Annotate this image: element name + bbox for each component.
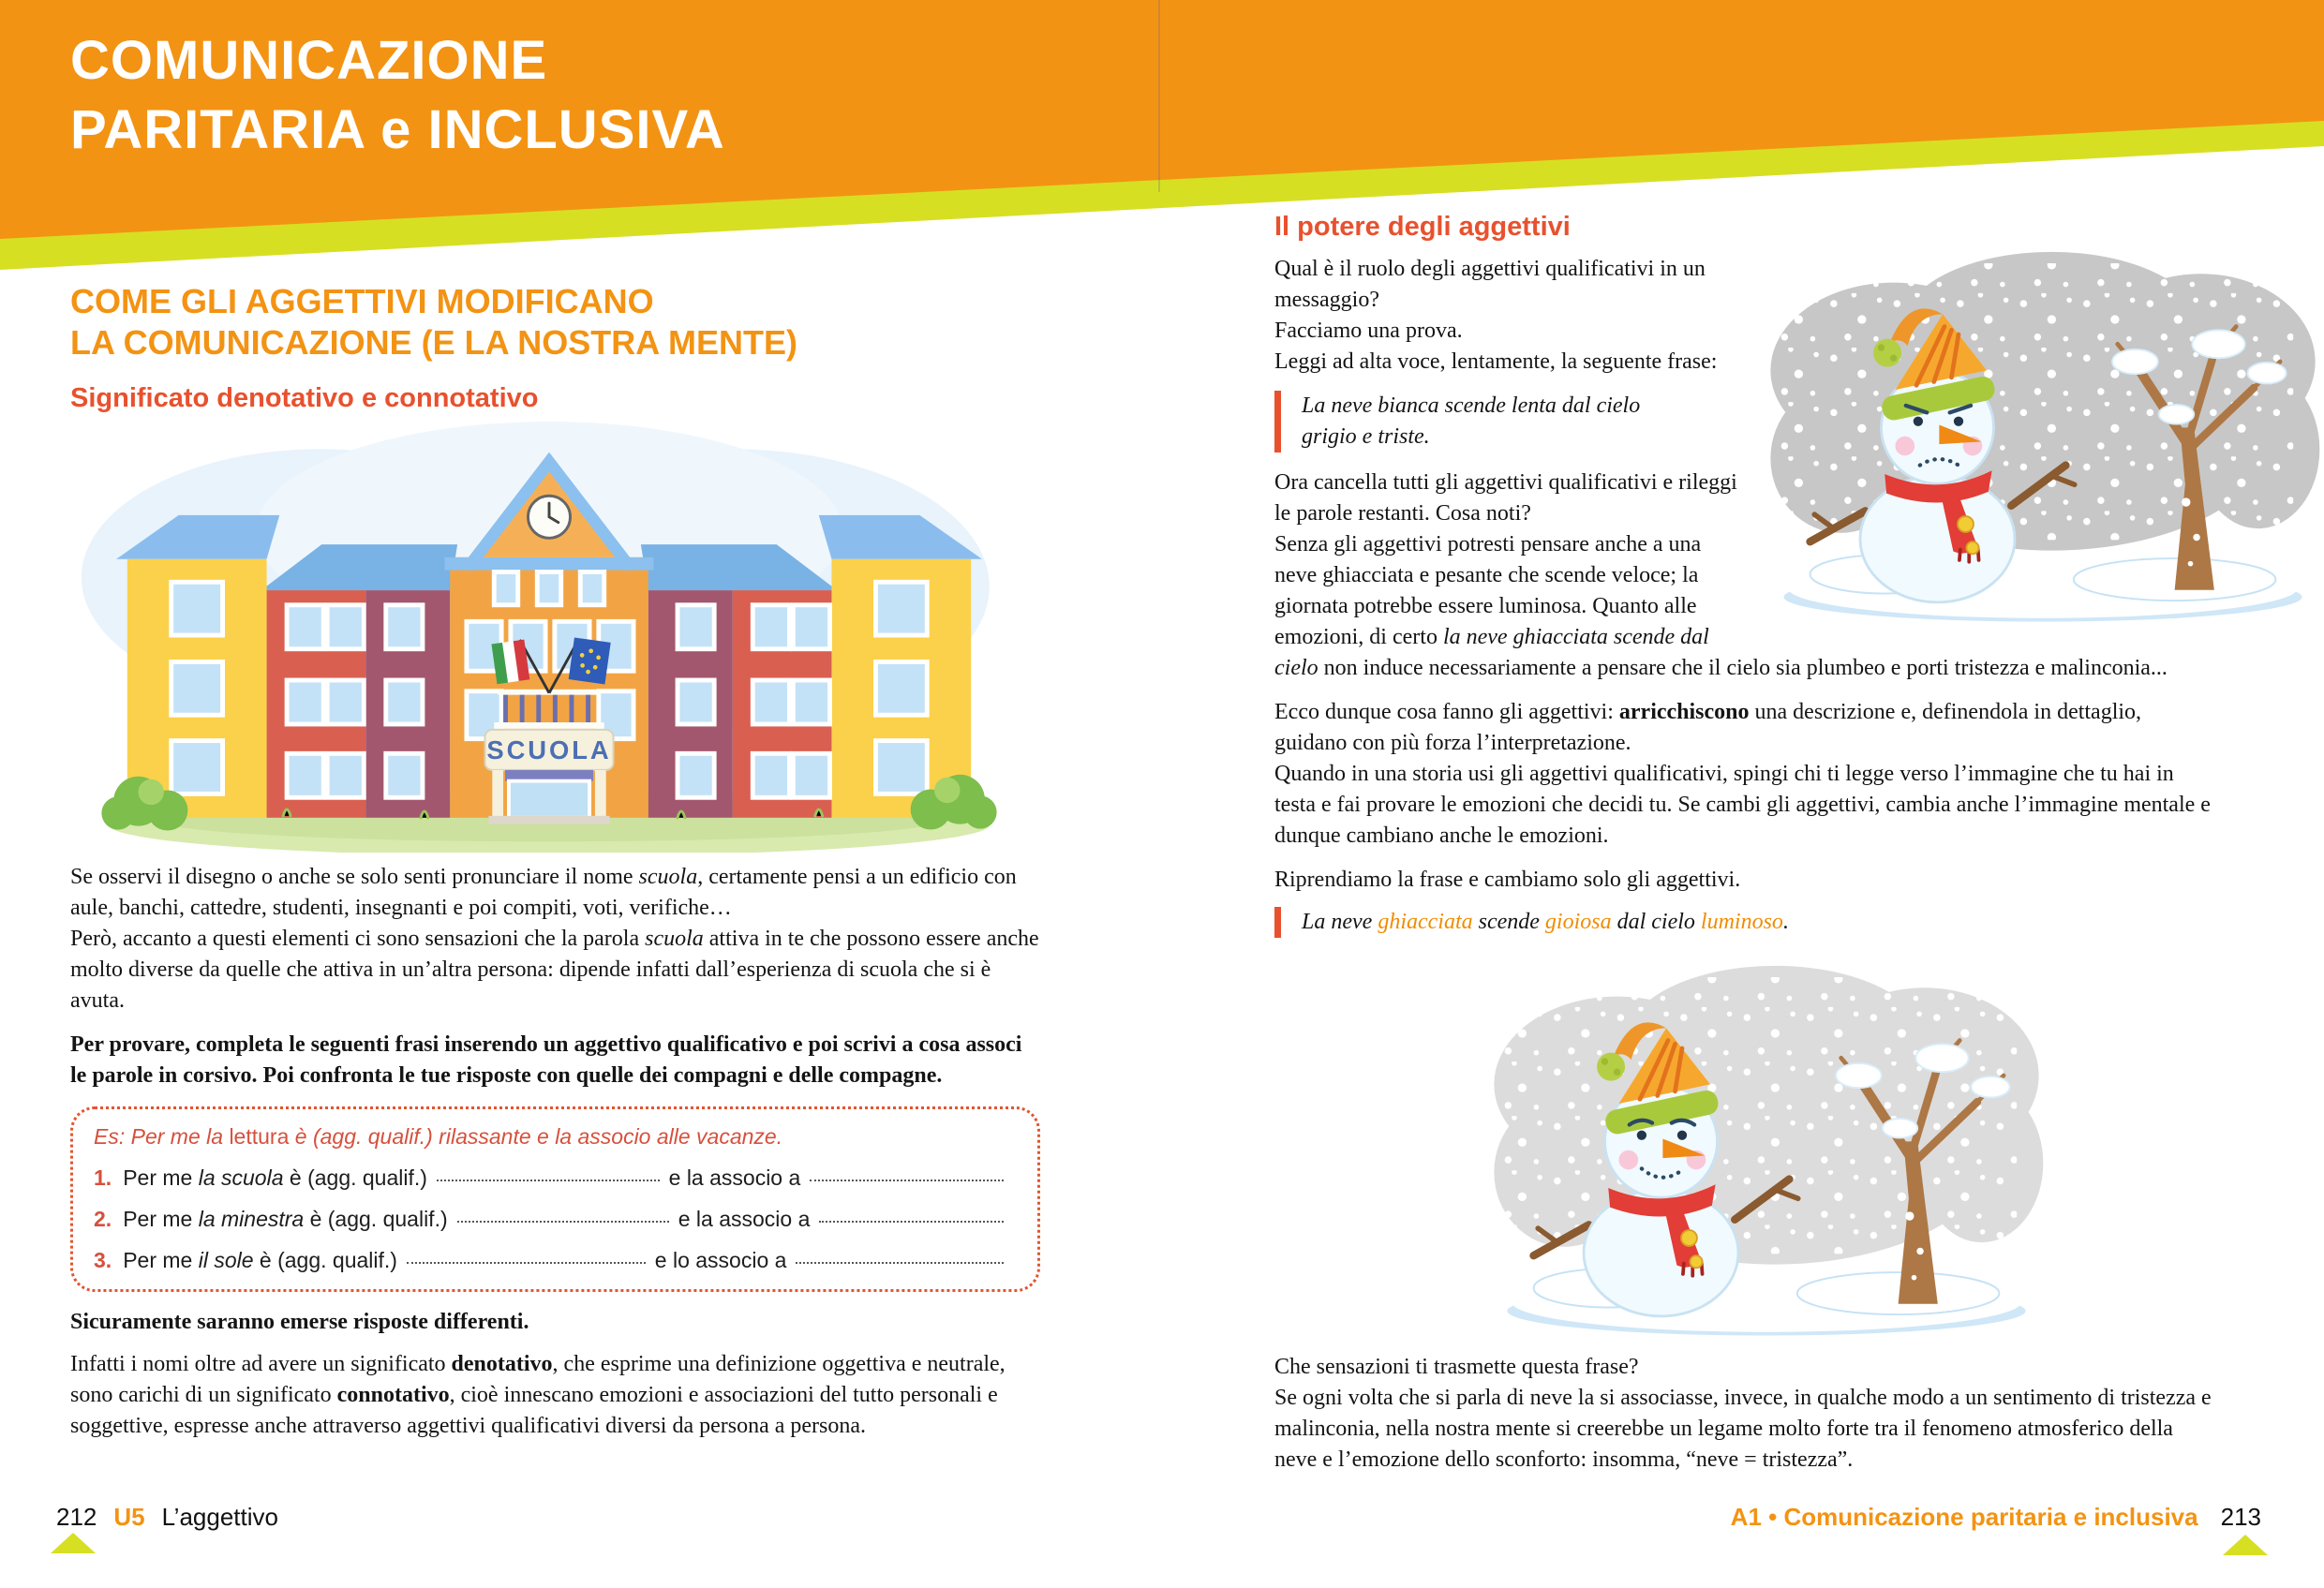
chapter-title-line1: COMUNICAZIONE [70, 30, 548, 91]
section-heading-line2: LA COMUNICAZIONE (E LA NOSTRA MENTE) [70, 323, 797, 362]
footer-left [56, 1503, 278, 1532]
fill-in-blank[interactable] [407, 1262, 646, 1264]
page-corner-triangle-left [51, 1533, 96, 1553]
quote-sentence-2 [1274, 907, 2212, 938]
page-number-right: 213 [2220, 1503, 2261, 1531]
section-heading [70, 281, 1040, 364]
fill-in-blank[interactable] [819, 1221, 1004, 1223]
school-illustration [76, 422, 1022, 853]
left-task-paragraph: Per provare, completa le seguenti frasi inserendo un aggettivo qualificativo e poi scrivi a cosa associ le parole in corsivo. Poi confronta le tue risposte con quelle dei compagni e delle compagne. [70, 1032, 1022, 1088]
right-paragraph-3: Ecco dunque cosa fanno gli aggettivi: arricchiscono una descrizione e, definendola in dettaglio, guidano con più forza l’interpretazione. Quando in una storia usi gli aggettivi qualificativi, spingi chi ti legge verso l’immagine che tu hai in testa e fai provare le emozioni che decidi tu. Se cambi gli aggettivi, cambia anche l’immagine mentale e dunque cambiano anche le emozioni. [1274, 700, 2211, 848]
exercise-item-text: Per me il sole è (agg. qualif.) [123, 1248, 397, 1272]
fill-in-blank[interactable] [810, 1180, 1004, 1181]
unit-label: U5 [113, 1503, 145, 1531]
right-paragraph-1: Qual è il ruolo degli aggettivi qualificativi in un messaggio? Facciamo una prova. Leggi ad alta voce, lentamente, la seguente frase: [1274, 257, 1718, 374]
right-paragraph-5: Che sensazioni ti trasmette questa frase? Se ogni volta che si parla di neve la si associasse, invece, in qualche modo a un sentimento di tristezza e malinconia, nella nostra mente si creerebbe un legame molto forte tra il fenomeno atmosferico della neve e l’emozione dello sconforto: insomma, “neve = tristezza”. [1274, 1355, 2212, 1472]
right-page [1274, 211, 2212, 1489]
quote-text: La neve ghiacciata scende gioiosa dal cielo luminoso. [1302, 910, 1789, 934]
left-page [70, 281, 1040, 1455]
exercise-item-assoc: e la associo a [668, 1165, 801, 1190]
snowman-happy-illustration [1485, 949, 2048, 1343]
left-paragraph-3: Sicuramente saranno emerse risposte differenti. [70, 1310, 529, 1334]
footer-right [1731, 1503, 2261, 1532]
subsection-heading: Significato denotativo e connotativo [70, 383, 539, 413]
exercise-item-text: Per me la minestra è (agg. qualif.) [123, 1207, 448, 1231]
exercise-item-assoc: e lo associo a [654, 1248, 787, 1272]
exercise-item-2 [94, 1205, 1013, 1233]
exercise-item-3 [94, 1246, 1013, 1274]
exercise-item-number: 3. [94, 1248, 112, 1272]
chapter-title-line2: PARITARIA e INCLUSIVA [70, 99, 725, 160]
page-gutter-line [1158, 0, 1160, 192]
right-section-heading: Il potere degli aggettivi [1274, 212, 1571, 242]
left-paragraph-1: Se osservi il disegno o anche se solo senti pronunciare il nome scuola, certamente pensi a un edificio con aule, banchi, cattedre, studenti, insegnanti e poi compiti, voti, verifiche… Però, accanto a questi elementi ci sono sensazioni che la parola scuola attiva in te che possono essere anche molto diverse da quelle che attiva in un’altra persona: dipende infatti dall’esperienza di scuola che si è avuta. [70, 865, 1039, 1013]
exercise-example: Es: Per me la lettura è (agg. qualif.) rilassante e la associo alle vacanze. [94, 1124, 783, 1149]
page-corner-triangle-right [2223, 1535, 2268, 1555]
exercise-item-1 [94, 1164, 1013, 1192]
page-number-left: 212 [56, 1503, 97, 1531]
exercise-item-text: Per me la scuola è (agg. qualif.) [123, 1165, 427, 1190]
left-paragraph-4: Infatti i nomi oltre ad avere un significato denotativo, che esprime una definizione oggettiva e neutrale, sono carichi di un significato connotativo, cioè innescano emozioni e associazioni del tutto personali e soggettive, espresse anche attraverso aggettivi qualificativi diversi da persona a persona. [70, 1352, 1006, 1438]
snowman-sad-illustration [1762, 230, 2212, 633]
fill-in-blank[interactable] [457, 1221, 669, 1223]
chapter-label: A1 • Comunicazione paritaria e inclusiva [1730, 1503, 2198, 1531]
unit-title: L’aggettivo [161, 1503, 278, 1531]
school-sign-text: SCUOLA [486, 735, 612, 765]
exercise-item-assoc: e la associo a [678, 1207, 811, 1231]
fill-in-blank[interactable] [796, 1262, 1004, 1264]
quote-text: La neve bianca scende lenta dal cielo grigio e triste. [1302, 393, 1641, 449]
right-paragraph-2: Ora cancella tutti gli aggettivi qualificativi e rileggi le parole restanti. Cosa noti? Senza gli aggettivi potresti pensare anche a una neve ghiacciata e pesante che scende veloce; la giornata potrebbe essere luminosa. Quanto alle emozioni, di certo la neve ghiacciata scende dal cielo non induce necessariamente a pensare che il cielo sia plumbeo e porti tristezza e malinconia... [1274, 470, 2168, 680]
chapter-title [70, 26, 725, 165]
exercise-box [70, 1106, 1040, 1292]
fill-in-blank[interactable] [437, 1180, 660, 1181]
right-paragraph-4: Riprendiamo la frase e cambiamo solo gli aggettivi. [1274, 868, 1741, 892]
section-heading-line1: COME GLI AGGETTIVI MODIFICANO [70, 282, 654, 320]
exercise-item-number: 1. [94, 1165, 112, 1190]
exercise-item-number: 2. [94, 1207, 112, 1231]
